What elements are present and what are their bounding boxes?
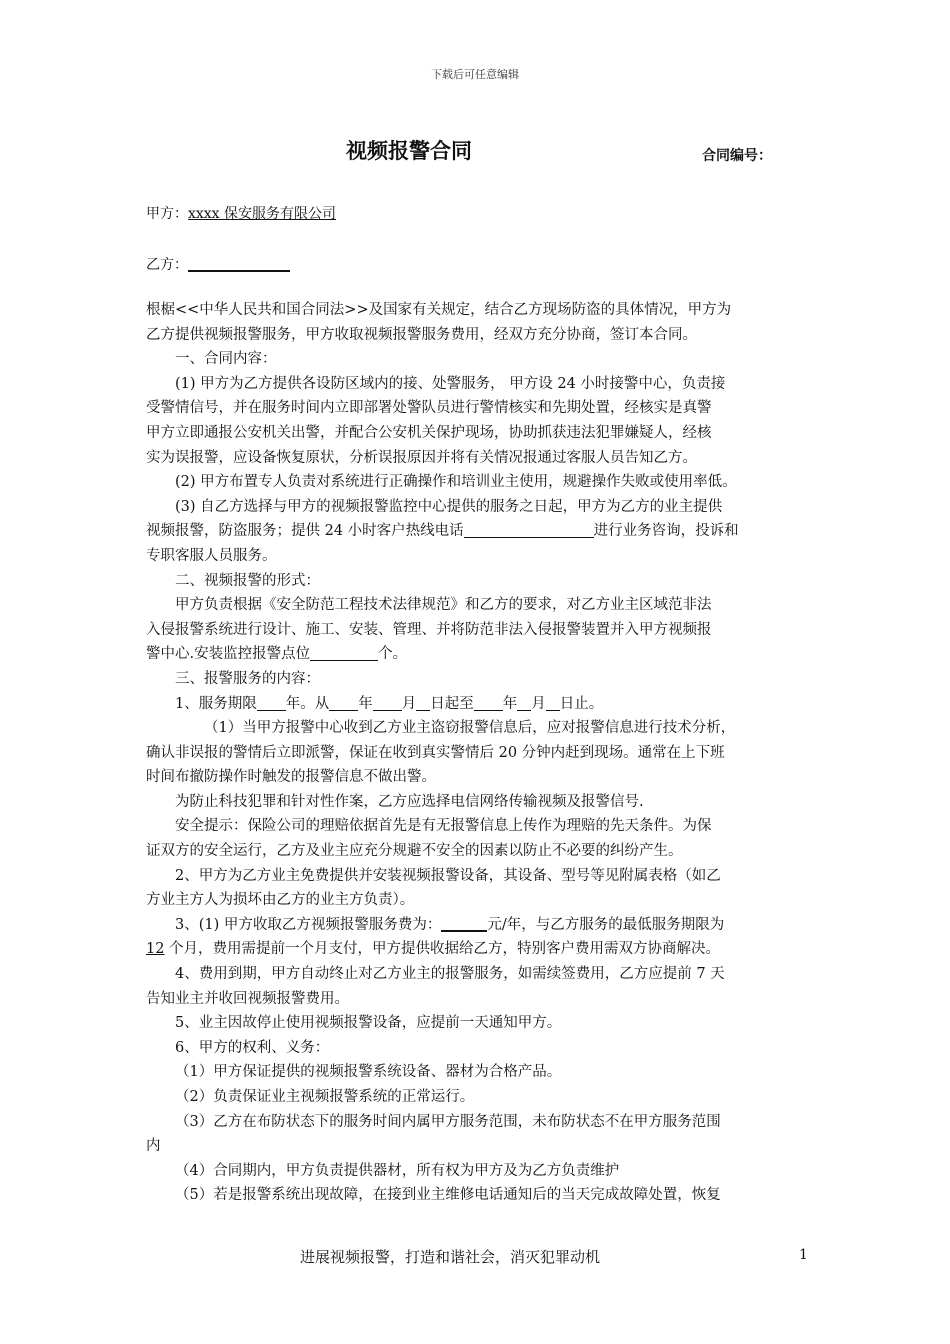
points-text-tail: 个。 xyxy=(378,646,408,663)
clause-line: 专职客服人员服务。 xyxy=(146,547,277,564)
intro-line: 根椐<<中华人民共和国合同法>>及国家有关规定，结合乙方现场防盗的具体情况，甲方为 xyxy=(146,302,732,318)
clause-line: 6、甲方的权利、义务： xyxy=(175,1039,330,1056)
clause-line: 5、业主因故停止使用视频报警设备，应提前一天通知甲方。 xyxy=(175,1015,562,1032)
clause-line: （5）若是报警系统出现故障，在接到业主维修电话通知后的当天完成故障处置，恢复 xyxy=(175,1187,721,1204)
party-a xyxy=(146,203,336,223)
clause-line: 甲方立即通报公安机关出警，并配合公安机关保护现场，协助抓获违法犯罪嫌疑人，经核 xyxy=(146,424,712,441)
hotline-text: 视频报警，防盗服务；提供 24 小时客户热线电话 xyxy=(146,523,464,540)
term-text: 日起至 xyxy=(430,695,474,712)
points-blank xyxy=(310,645,378,661)
contract-body xyxy=(146,298,812,1208)
fee-text-tail: 元/年，与乙方服务的最低服务期限为 xyxy=(487,916,725,933)
clause-line xyxy=(146,519,812,544)
term-blank xyxy=(517,695,531,711)
page-number: 1 xyxy=(799,1247,808,1263)
fee-line xyxy=(146,913,812,938)
clause-line: 告知业主并收回视频报警费用。 xyxy=(146,990,349,1007)
footer-slogan: 进展视频报警，打造和谐社会，消灭犯罪动机 xyxy=(300,1248,601,1266)
section-2-title: 二、视频报警的形式： xyxy=(175,572,320,589)
clause-line: 甲方负责根据《安全防范工程技术法律规范》和乙方的要求，对乙方业主区域范非法 xyxy=(175,597,712,614)
clause-line: 2、甲方为乙方业主免费提供并安装视频报警设备，其设备、型号等见附属表格（如乙 xyxy=(175,867,721,884)
safety-note: 证双方的安全运行，乙方及业主应充分规避不安全的因素以防止不必要的纠纷产生。 xyxy=(146,843,683,860)
term-blank xyxy=(373,695,402,711)
clause-line: (3) 自乙方选择与甲方的视频报警监控中心提供的服务之日起，甲方为乙方的业主提供 xyxy=(175,498,723,515)
clause-line: （1）当甲方报警中心收到乙方业主盗窃报警信息后，应对报警信息进行技术分析， xyxy=(204,720,736,737)
intro-line: 乙方提供视频报警服务，甲方收取视频报警服务费用，经双方充分协商，签订本合同。 xyxy=(146,326,697,343)
clause-line: 时间布撤防操作时触发的报警信息不做出警。 xyxy=(146,769,436,786)
fee-line xyxy=(146,937,812,962)
clause-line: 内 xyxy=(146,1138,161,1155)
clause-line: （2）负责保证业主视频报警系统的正常运行。 xyxy=(175,1089,475,1105)
hotline-text-tail: 进行业务咨询，投诉和 xyxy=(593,523,739,540)
term-text: 年 xyxy=(358,695,373,712)
section-3-title: 三、报警服务的内容： xyxy=(175,670,320,687)
clause-line: 确认非误报的警情后立即派警，保证在收到真实警情后 20 分钟内赶到现场。通常在上下班 xyxy=(146,744,725,761)
term-blank xyxy=(257,695,286,711)
term-text: 日止。 xyxy=(559,695,604,712)
term-blank xyxy=(546,695,560,711)
clause-line: 为防止科技犯罪和针对性作案，乙方应选择电信网络传输视频及报警信号. xyxy=(175,793,644,810)
clause-line: 实为误报警，应设备恢复原状，分析误报原因并将有关情况报通过客服人员告知乙方。 xyxy=(146,449,697,466)
clause-line: （1）甲方保证提供的视频报警系统设备、器材为合格产品。 xyxy=(175,1064,562,1081)
term-blank xyxy=(474,695,503,711)
party-b-blank xyxy=(188,256,290,272)
fee-text: 3、(1) 甲方收取乙方视频报警服务费为： xyxy=(175,916,442,933)
clause-line: 入侵报警系统进行设计、施工、安装、管理、并将防范非法入侵报警装置并入甲方视频报 xyxy=(146,621,712,638)
term-text: 月 xyxy=(401,695,417,712)
document-title: 视频报警合同 xyxy=(346,139,472,163)
term-blank xyxy=(416,695,430,711)
fee-text: 个月，费用需提前一个月支付，甲方提供收据给乙方，特别客户费用需双方协商解决。 xyxy=(164,941,721,958)
party-a-value: xxxx 保安服务有限公司 xyxy=(188,206,337,222)
clause-line: 方业主方人为损坏由乙方的业主方负责）。 xyxy=(146,892,415,909)
party-b-label: 乙方： xyxy=(146,257,188,273)
clause-line: （3）乙方在布防状态下的服务时间内属甲方服务范围，未布防状态不在甲方服务范围 xyxy=(175,1113,721,1130)
term-text: 1、服务期限 xyxy=(175,695,257,712)
section-1-title: 一、合同内容： xyxy=(175,351,277,368)
term-text: 月 xyxy=(531,695,546,712)
fee-blank xyxy=(441,915,487,932)
header-note: 下载后可任意编辑 xyxy=(431,68,519,81)
clause-line: (1) 甲方为乙方提供各设防区域内的接、处警服务， 甲方设 24 小时接警中心，负责接 xyxy=(175,375,726,392)
hotline-blank xyxy=(464,522,594,538)
term-blank xyxy=(329,695,358,711)
clause-line xyxy=(146,642,812,667)
party-a-label: 甲方： xyxy=(146,206,188,222)
points-text: 警中心.安装监控报警点位 xyxy=(146,646,311,663)
clause-line: (2) 甲方布置专人负责对系统进行正确操作和培训业主使用，规避操作失败或使用率低。 xyxy=(175,474,737,491)
term-text: 年。从 xyxy=(285,695,330,712)
min-term-months: 12 xyxy=(146,941,165,958)
contract-number-label: 合同编号： xyxy=(702,148,772,164)
term-text: 年 xyxy=(502,695,518,712)
clause-line: 4、费用到期，甲方自动终止对乙方业主的报警服务，如需续签费用，乙方应提前 7 天 xyxy=(175,966,725,983)
safety-note: 安全提示：保险公司的理赔依据首先是有无报警信息上传作为理赔的先天条件。为保 xyxy=(175,818,712,835)
clause-line: （4）合同期内，甲方负责提供器材，所有权为甲方及为乙方负责维护 xyxy=(175,1162,620,1179)
clause-line: 受警情信号，并在服务时间内立即部署处警队员进行警情核实和先期处置，经核实是真警 xyxy=(146,400,712,417)
party-b xyxy=(146,254,290,274)
service-term-line xyxy=(146,692,812,717)
